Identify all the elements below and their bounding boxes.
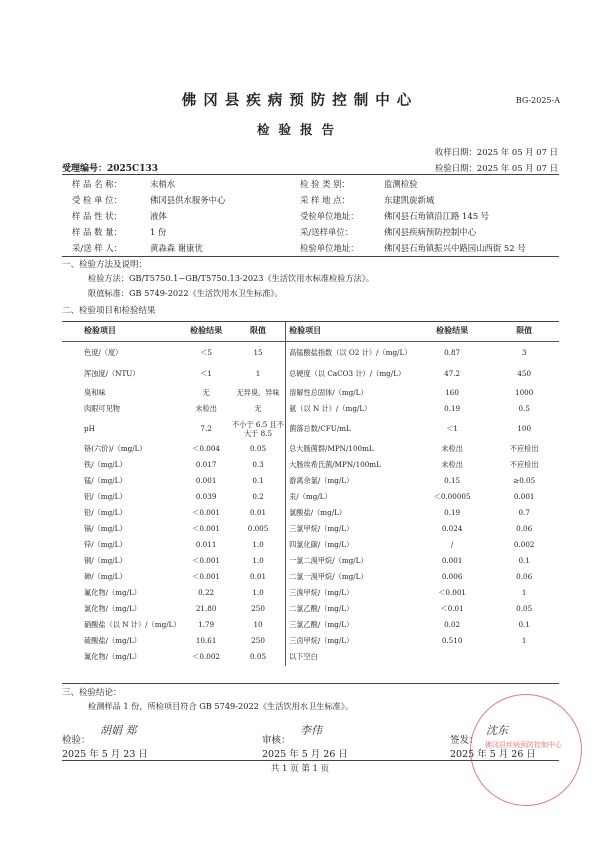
table-cell: 总大肠菌群/MPN/100mL (286, 442, 415, 458)
table-cell: 0.01 (250, 508, 267, 518)
table-cell: 锌/（mg/L） (84, 540, 127, 550)
table-cell: 0.06 (516, 524, 533, 534)
info-label: 样 品 数 量： (72, 227, 122, 237)
table-cell: 450 (517, 369, 532, 379)
table-cell: 0.15 (444, 476, 461, 486)
table-cell: 1 (255, 369, 261, 379)
table-header-row (62, 321, 559, 342)
table-cell: ＜5 (200, 347, 212, 357)
review-label: 审核： (262, 735, 291, 746)
test-date: 检验日期：2025 年 05 月 07 日 (435, 163, 558, 173)
info-value: 佛冈县疾病预防控制中心 (384, 227, 477, 237)
table-cell: 0.011 (195, 540, 217, 550)
received-date: 收样日期：2025 年 05 月 07 日 (435, 147, 558, 157)
table-row (62, 474, 559, 490)
table-cell: 三溴甲烷/（mg/L） (286, 586, 415, 602)
table-cell: 未检出 (195, 404, 217, 414)
table-cell: 三氯甲烷/（mg/L） (286, 522, 415, 538)
table-cell: 1.0 (252, 588, 264, 598)
table-cell: ＜0.001 (192, 508, 220, 518)
sign-date: 2025 年 5 月 26 日 (450, 749, 536, 760)
table-cell: pH (84, 424, 95, 434)
divider (62, 174, 559, 175)
sign-signature: 沈东 (486, 724, 508, 737)
table-cell: 0.05 (250, 652, 267, 662)
table-cell: 四氯化碳/（mg/L） (286, 538, 415, 554)
table-cell: 1.0 (252, 556, 264, 566)
info-value: 东建凯旋新城 (384, 195, 435, 205)
table-row (62, 586, 559, 602)
table-cell: 0.02 (444, 620, 461, 630)
table-cell: 100 (517, 424, 532, 434)
table-cell: 15 (253, 347, 263, 357)
results-heading: 二、检验项目和检验结果 (62, 306, 156, 316)
document-code: BG-2025-A (515, 96, 560, 105)
conclusion-text: 检测样品 1 份，所检项目符合 GB 5749-2022《生活饮用水卫生标准》。 (88, 701, 354, 711)
info-value: 监测检验 (384, 179, 418, 189)
table-row (62, 618, 559, 634)
table-cell: 硝酸盐（以 N 计）/（mg/L） (84, 620, 181, 630)
table-row (62, 386, 559, 402)
col-header: 限值 (231, 321, 286, 342)
method-text: 检验方法：GB/T5750.1~GB/T5750.13-2023《生活饮用水标准检验方法》。 (88, 273, 374, 283)
info-label: 样 品 性 状： (72, 211, 122, 221)
table-cell: 0.7 (518, 508, 530, 518)
table-cell: 10.61 (195, 636, 217, 646)
table-cell: 氯酸盐/（mg/L） (286, 506, 415, 522)
table-cell: 0.19 (444, 508, 461, 518)
results-table (62, 321, 559, 666)
table-row (62, 506, 559, 522)
stamp-text: 佛冈县疾病预防控制中心 (485, 741, 562, 749)
inspect-label: 检验： (62, 735, 91, 746)
table-cell: ＜0.00005 (433, 492, 471, 502)
divider (62, 256, 559, 257)
table-cell: 无异臭、异味 (236, 388, 280, 398)
table-cell: 0.005 (247, 524, 269, 534)
limit-text: 限值标准：GB 5749-2022《生活饮用水卫生标准》。 (88, 288, 283, 298)
divider (62, 760, 559, 761)
table-cell: ＜1 (200, 369, 212, 379)
table-cell: 1.79 (198, 620, 215, 630)
table-cell: 汞/（mg/L） (286, 490, 415, 506)
table-cell: 10 (253, 620, 263, 630)
table-cell: 0.510 (441, 636, 463, 646)
table-row (62, 650, 559, 666)
table-cell: 游离余氯/（mg/L） (286, 474, 415, 490)
table-cell: 氯化物/（mg/L） (84, 604, 141, 614)
table-cell: 菌落总数/CFU/mL (286, 418, 415, 442)
table-cell: 0.06 (516, 572, 533, 582)
table-cell: 铜/（mg/L） (84, 556, 127, 566)
info-label: 受检单位地址： (300, 211, 359, 221)
table-cell: 1 (521, 636, 527, 646)
table-cell: 未检出 (441, 444, 463, 454)
table-cell: 7.2 (200, 424, 212, 434)
table-cell: 以下空白 (286, 650, 415, 666)
table-row (62, 634, 559, 650)
table-cell: 0.006 (441, 572, 463, 582)
table-cell: 0.05 (250, 444, 267, 454)
table-cell: 不应检出 (509, 460, 539, 470)
table-cell: 铬(六价)/（mg/L） (84, 444, 147, 454)
table-cell: ＜0.004 (192, 444, 220, 454)
table-cell: ＜0.001 (192, 572, 220, 582)
table-cell: 0.001 (513, 492, 535, 502)
table-cell: 不应检出 (509, 444, 539, 454)
table-cell: 0.001 (195, 476, 217, 486)
page-title: 佛冈县疾病预防控制中心 (181, 92, 419, 109)
table-cell: 镉/（mg/L） (84, 524, 127, 534)
table-cell: 砷/（mg/L） (84, 572, 127, 582)
table-cell: 0.2 (252, 492, 264, 502)
table-cell: 三氯乙酸/（mg/L） (286, 618, 415, 634)
table-cell: 0.3 (252, 460, 264, 470)
table-cell: 色度/（度） (84, 347, 123, 357)
table-cell: 1 (521, 588, 527, 598)
info-label: 受 检 单 位： (72, 195, 122, 205)
col-header: 检验项目 (62, 321, 181, 342)
table-cell: 0.22 (198, 588, 215, 598)
table-cell: 硫酸盐/（mg/L） (84, 636, 141, 646)
table-cell: ＜0.001 (192, 524, 220, 534)
col-header: 检验项目 (286, 321, 415, 342)
table-row (62, 458, 559, 474)
table-cell: ＜0.001 (192, 556, 220, 566)
table-row (62, 490, 559, 506)
table-cell: ＜0.002 (192, 652, 220, 662)
table-row (62, 418, 559, 442)
table-cell: ＜0.001 (438, 588, 466, 598)
table-cell: 1000 (515, 388, 534, 398)
table-cell: 三卤甲烷/（mg/L） (286, 634, 415, 650)
info-value: 液体 (150, 211, 167, 221)
table-cell: 0.87 (444, 347, 461, 357)
table-cell: 锰/（mg/L） (84, 476, 127, 486)
col-header: 检验结果 (181, 321, 231, 342)
info-label: 检验单位地址： (300, 243, 359, 253)
table-cell: / (450, 540, 454, 550)
table-cell: 肉眼可见物 (84, 404, 120, 414)
table-cell: 250 (251, 636, 265, 646)
table-row (62, 570, 559, 586)
info-label: 检 验 类 别： (300, 179, 350, 189)
table-cell: 0.024 (441, 524, 463, 534)
col-header: 限值 (489, 321, 559, 342)
table-cell: 二氯一溴甲烷/（mg/L） (286, 570, 415, 586)
table-row (62, 342, 559, 364)
table-cell: 0.002 (513, 540, 535, 550)
conclusion-heading: 三、检验结论： (62, 688, 122, 698)
inspect-signature: 胡娟 郑 (100, 724, 137, 737)
review-date: 2025 年 5 月 26 日 (262, 749, 348, 760)
table-cell: 21.80 (195, 604, 217, 614)
info-value: 佛冈县石角镇沿江路 145 号 (384, 211, 490, 221)
sign-label: 签发： (450, 735, 479, 746)
table-cell: 铁/（mg/L） (84, 460, 127, 470)
table-cell: 0.039 (195, 492, 217, 502)
table-cell: 3 (521, 347, 527, 357)
table-cell: ≥0.05 (513, 476, 536, 486)
table-cell: 1.0 (252, 540, 264, 550)
table-cell: 大肠埃希氏菌/MPN/100mL (286, 458, 415, 474)
table-cell: 160 (445, 388, 459, 398)
table-cell: 0.017 (195, 460, 217, 470)
table-cell: 0.1 (518, 620, 530, 630)
table-cell (415, 650, 490, 666)
table-cell: 总硬度（以 CaCO3 计）/（mg/L） (286, 364, 415, 386)
table-cell: 臭和味 (84, 388, 106, 398)
info-value: 佛冈县石角镇振兴中路园山西街 52 号 (384, 243, 526, 253)
table-cell: 高锰酸盐指数（以 O2 计）/（mg/L） (286, 342, 415, 364)
report-subtitle: 检验报告 (256, 122, 343, 137)
table-row (62, 442, 559, 458)
table-cell: 0.19 (444, 404, 461, 414)
table-cell: 47.2 (444, 369, 461, 379)
table-cell: 氟化物/（mg/L） (84, 588, 141, 598)
col-header: 检验结果 (415, 321, 490, 342)
table-row (62, 602, 559, 618)
table-cell: 0.5 (518, 404, 530, 414)
review-signature: 李伟 (300, 724, 322, 737)
table-cell: 铝/（mg/L） (84, 492, 127, 502)
table-cell: 二氯乙酸/（mg/L） (286, 602, 415, 618)
table-row (62, 402, 559, 418)
table-cell: 0.05 (516, 604, 533, 614)
inspect-date: 2025 年 5 月 23 日 (62, 749, 148, 760)
table-row (62, 522, 559, 538)
info-value: 黄淼森 谢康优 (150, 243, 203, 253)
table-cell: 氰化物/（mg/L） (84, 652, 141, 662)
info-label: 采/送样单位： (300, 227, 354, 237)
table-row (62, 364, 559, 386)
info-label: 采/送 样 人： (72, 243, 123, 253)
table-cell: 溶解性总固体/（mg/L） (286, 386, 415, 402)
table-cell: 0.1 (252, 476, 264, 486)
table-cell: 浑浊度/（NTU） (84, 369, 140, 379)
table-cell: 不小于 6.5 且不大于 8.5 (232, 420, 284, 438)
table-bottom-rule (62, 683, 559, 684)
table-row (62, 538, 559, 554)
info-value: 1 份 (150, 227, 167, 237)
table-cell: 一氯二溴甲烷/（mg/L） (286, 554, 415, 570)
page-number: 共 1 页 第 1 页 (270, 764, 330, 774)
table-cell: ＜0.01 (440, 604, 464, 614)
table-cell: 未检出 (441, 460, 463, 470)
acceptance-number: 受理编号：2025C133 (62, 164, 158, 174)
table-cell: 无 (202, 388, 210, 398)
info-label: 采 样 地 点： (300, 195, 350, 205)
table-cell: 0.1 (518, 556, 530, 566)
table-cell: 无 (254, 404, 262, 414)
info-label: 样 品 名 称： (72, 179, 122, 189)
info-value: 末梢水 (150, 179, 176, 189)
table-cell: ＜1 (446, 424, 458, 434)
info-value: 佛冈县供水服务中心 (150, 195, 226, 205)
table-cell: 铅/（mg/L） (84, 508, 127, 518)
table-row (62, 554, 559, 570)
table-cell: 250 (251, 604, 265, 614)
table-cell (489, 650, 559, 666)
method-heading: 一、检验方法及说明： (62, 260, 148, 270)
table-cell: 氨（以 N 计）/（mg/L） (286, 402, 415, 418)
table-cell: 0.01 (250, 572, 267, 582)
table-cell: 0.001 (441, 556, 463, 566)
